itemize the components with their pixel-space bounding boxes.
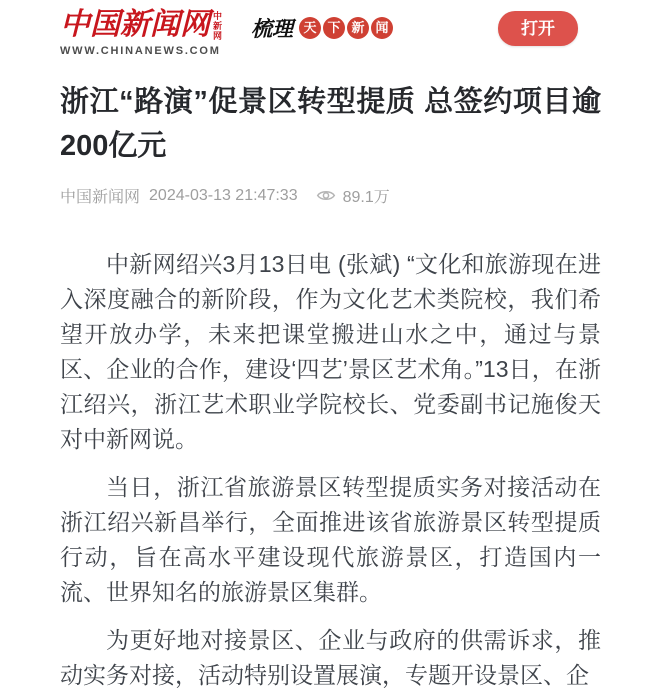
- tagline-prefix-text: 梳理: [251, 18, 293, 41]
- logo-wordmark: 中国新闻网: [60, 8, 210, 41]
- article-container: [0, 81, 650, 693]
- article-paragraph: 当日，浙江省旅游景区转型提质实务对接活动在浙江绍兴新昌举行，全面推进该省旅游景区转型提质行动，旨在高水平建设现代旅游景区，打造国内一流、世界知名的旅游景区集群。: [60, 474, 601, 605]
- tagline-seal-icon: 新: [347, 17, 369, 39]
- article-title: 浙江“路演”促景区转型提质 总签约项目逾200亿元: [60, 86, 601, 162]
- logo-vertical-text: 中新网: [212, 11, 222, 41]
- publish-timestamp: 2024-03-13 21:47:33: [149, 186, 298, 204]
- article-meta: [60, 184, 601, 207]
- article-paragraph: 中新网绍兴3月13日电 (张斌) “文化和旅游现在进入深度融合的新阶段，作为文化艺术类院校，我们希望开放办学，未来把课堂搬进山水之中，通过与景区、企业的合作，建设‘四艺’景区艺术角。”13日，在浙江绍兴，浙江艺术职业学院校长、党委副书记施俊天对中新网说。: [60, 251, 601, 452]
- eye-icon: [316, 188, 336, 203]
- tagline-seal-icon: 闻: [371, 17, 393, 39]
- article-body: [60, 247, 601, 693]
- source-name: 中国新闻网: [60, 189, 141, 206]
- page-header: [0, 0, 650, 57]
- logo-site-url: WWW.CHINANEWS.COM: [60, 45, 221, 57]
- tagline-seal-icon: 下: [323, 17, 345, 39]
- tagline-seal-icon: 天: [299, 17, 321, 39]
- logo-tagline: [251, 13, 393, 43]
- article-paragraph: 为更好地对接景区、企业与政府的供需诉求，推动实务对接，活动特别设置展演，专题开设景区、企: [60, 627, 601, 688]
- view-count: 89.1万: [342, 189, 390, 206]
- open-app-button[interactable]: 打开: [498, 11, 578, 46]
- site-logo[interactable]: [60, 10, 393, 57]
